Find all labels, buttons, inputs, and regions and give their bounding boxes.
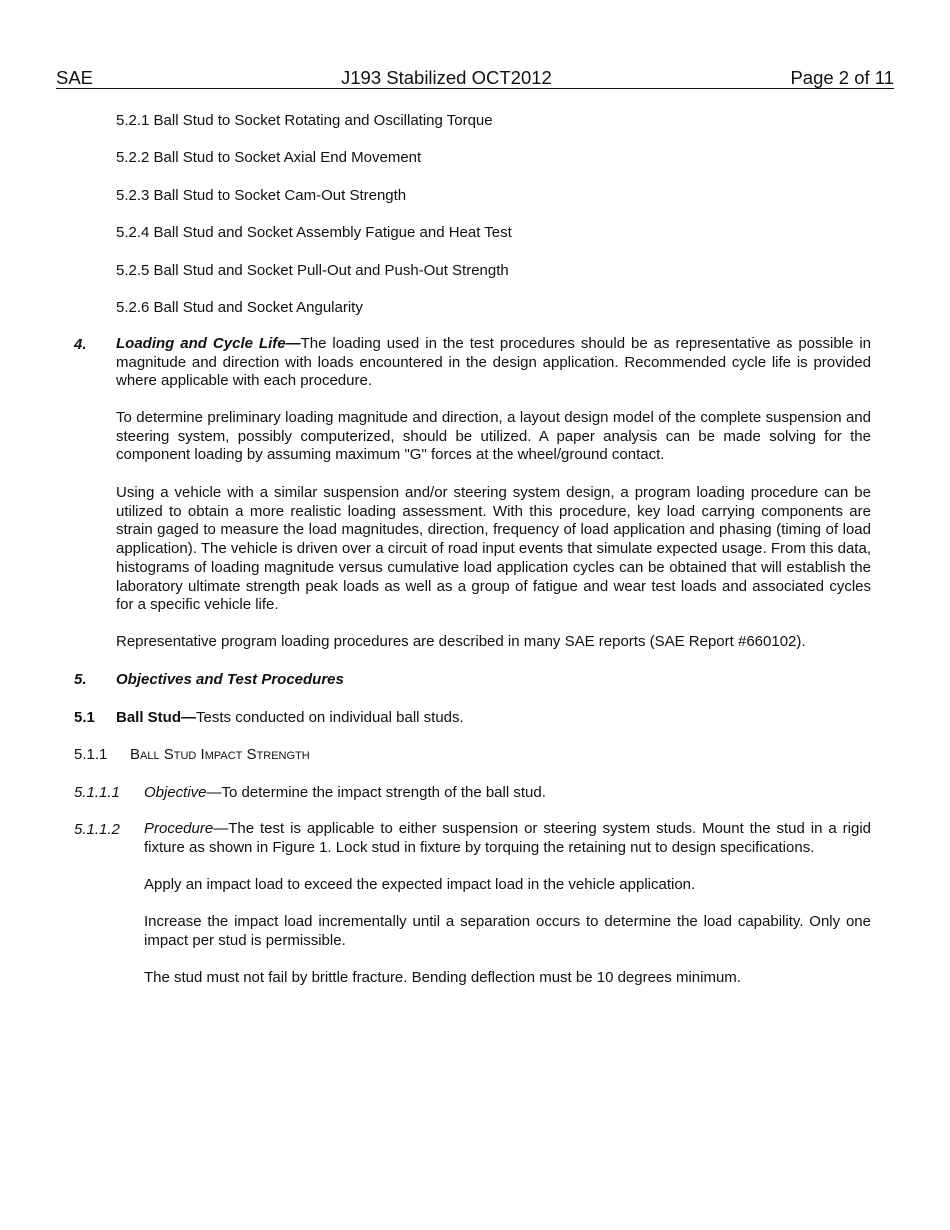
section-5-1-1-2-title: Procedure	[144, 820, 214, 837]
section-5-1-1-2-paragraph-3: Increase the impact load incrementally until a separation occurs to determine the load capability. Only one impact per stud is permissible.	[144, 913, 871, 949]
section-4-paragraph-3: Using a vehicle with a similar suspension and/or steering system design, a program loading procedure can be utilized to obtain a more realistic loading assessment. With this procedure, key load carrying components are strain gaged to measure the load magnitudes, direction, frequency of load application and phasing (timing of load application). The vehicle is driven over a circuit of road input events that simulate expected usage. From this data, histograms of loading magnitude versus cumulative load application cycles can be obtained that will establish the laboratory ultimate strength peak loads as well as a group of fatigue and wear test loads and associated cycles for a specific vehicle life.	[116, 484, 871, 614]
section-5-1-1-2-paragraph-2: Apply an impact load to exceed the expected impact load in the vehicle application.	[144, 876, 696, 893]
toc-item-5-2-3: 5.2.3 Ball Stud to Socket Cam-Out Strength	[116, 187, 407, 204]
section-4-paragraph-4: Representative program loading procedures are described in many SAE reports (SAE Report #660102).	[116, 633, 806, 650]
section-5-1-1-2-text: —The test is applicable to either suspension or steering system studs. Mount the stud in a rigid fixture as shown in Figure 1. Lock stud in fixture by torquing the retaining nut to design specifications.	[144, 820, 871, 856]
section-4-title: Loading and Cycle Life—	[116, 335, 301, 352]
section-5-1-1-number: 5.1.1	[74, 746, 108, 763]
section-5-1-number: 5.1	[74, 709, 95, 726]
section-5-1-1-1-text: —To determine the impact strength of the ball stud.	[206, 784, 546, 801]
section-5-1-1-1-heading	[144, 783, 546, 802]
toc-item-5-2-1: 5.2.1 Ball Stud to Socket Rotating and Oscillating Torque	[116, 112, 493, 129]
section-5-1-1-1-number: 5.1.1.1	[74, 784, 120, 801]
section-5-1-1-2-paragraph-1	[144, 820, 871, 857]
header-doc-id: J193 Stabilized OCT2012	[341, 67, 552, 88]
section-5-1-text: Tests conducted on individual ball studs.	[196, 709, 464, 726]
header-page-number: Page 2 of 11	[790, 67, 894, 88]
page-header	[56, 67, 894, 89]
section-4-number: 4.	[74, 336, 87, 353]
header-org: SAE	[56, 67, 94, 88]
section-5-title: Objectives and Test Procedures	[116, 671, 344, 688]
section-5-1-title: Ball Stud—	[116, 709, 197, 726]
toc-item-5-2-2: 5.2.2 Ball Stud to Socket Axial End Movement	[116, 149, 422, 166]
section-5-1-heading	[116, 708, 464, 727]
section-5-1-1-title: Ball Stud Impact Strength	[130, 746, 310, 763]
section-4-text: The loading used in the test procedures should be as representative as possible in magnitude and direction with loads encountered in the design application. Recommended cycle life is provided where applicable with each procedure.	[116, 335, 872, 390]
section-4-paragraph-2: To determine preliminary loading magnitude and direction, a layout design model of the complete suspension and steering system, possibly computerized, should be utilized. A paper analysis can be made solving for the component loading by assuming maximum "G" forces at the wheel/ground contact.	[116, 409, 871, 464]
section-5-1-1-1-title: Objective	[144, 784, 207, 801]
toc-item-5-2-4: 5.2.4 Ball Stud and Socket Assembly Fatigue and Heat Test	[116, 224, 512, 241]
section-4-paragraph-1	[116, 335, 871, 391]
section-5-1-1-2-paragraph-4: The stud must not fail by brittle fracture. Bending deflection must be 10 degrees minimum.	[144, 969, 741, 986]
section-5-number: 5.	[74, 671, 87, 688]
toc-item-5-2-6: 5.2.6 Ball Stud and Socket Angularity	[116, 299, 363, 316]
toc-item-5-2-5: 5.2.5 Ball Stud and Socket Pull-Out and Push-Out Strength	[116, 262, 509, 279]
section-5-1-1-2-number: 5.1.1.2	[74, 821, 120, 838]
